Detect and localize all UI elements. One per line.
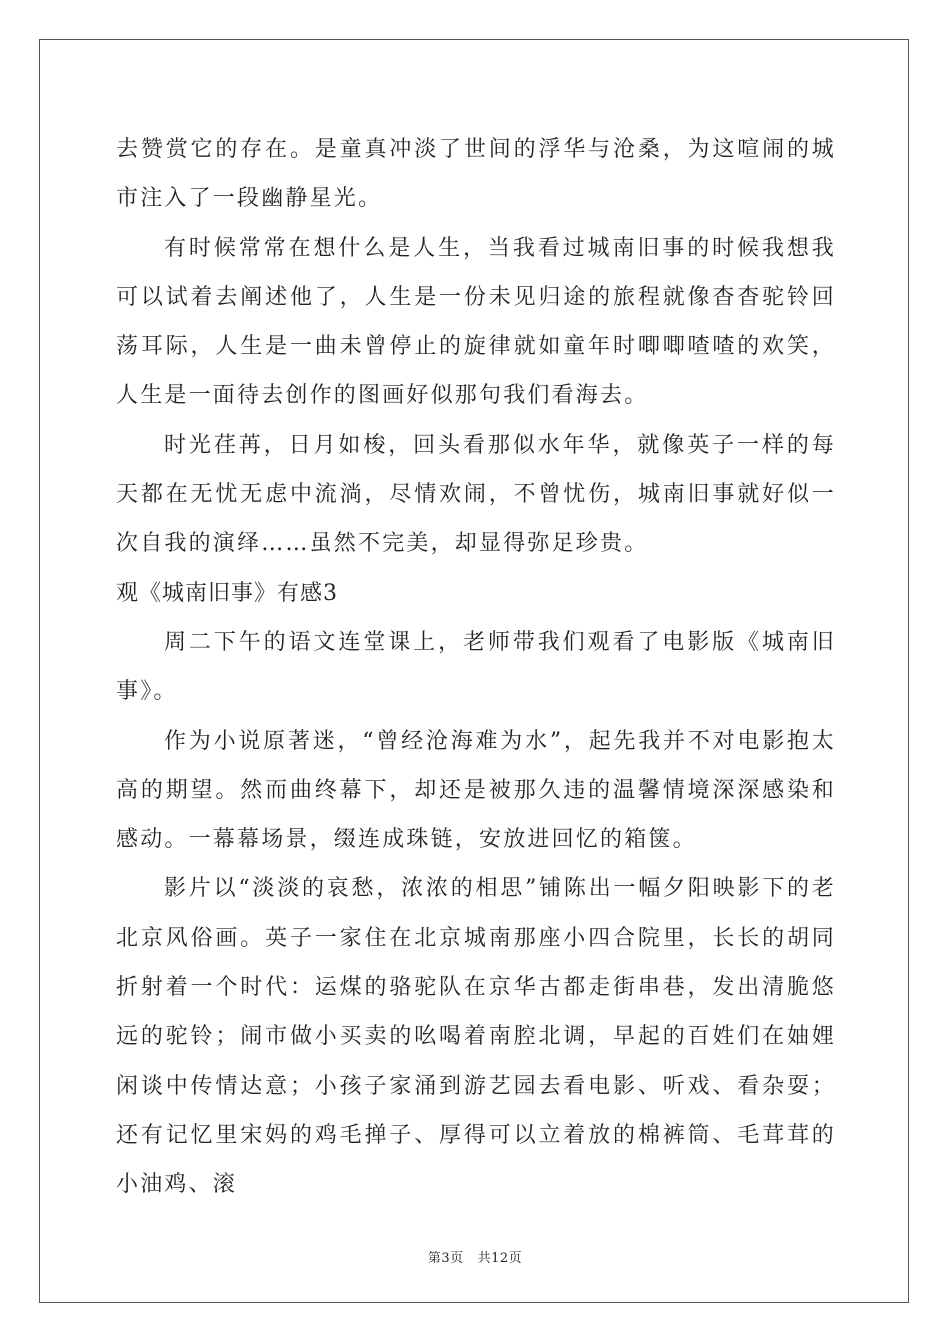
paragraph: 去赞赏它的存在。是童真冲淡了世间的浮华与沧桑，为这喧闹的城市注入了一段幽静星光。	[116, 137, 836, 212]
section-heading: 观《城南旧事》有感3	[116, 580, 338, 606]
page-footer	[0, 1247, 950, 1266]
paragraph: 作为小说原著迷，“曾经沧海难为水”，起先我并不对电影抱太高的期望。然而曲终幕下，却还是被那久违的温馨情境深深感染和感动。一幕幕场景，缀连成珠链，安放进回忆的箱箧。	[116, 728, 836, 853]
paragraph: 影片以“淡淡的哀愁，浓浓的相思”铺陈出一幅夕阳映影下的老北京风俗画。英子一家住在北京城南那座小四合院里，长长的胡同折射着一个时代：运煤的骆驼队在京华古都走街串巷，发出清脆悠远的驼铃；闹市做小买卖的吆喝着南腔北调，早起的百姓们在妯娌闲谈中传情达意；小孩子家涌到游艺园去看电影、听戏、看杂耍；还有记忆里宋妈的鸡毛掸子、厚得可以立着放的棉裤筒、毛茸茸的小油鸡、滚	[116, 876, 836, 1198]
paragraph: 有时候常常在想什么是人生，当我看过城南旧事的时候我想我可以试着去阐述他了，人生是一份未见归途的旅程就像杳杳驼铃回荡耳际，人生是一曲未曾停止的旋律就如童年时唧唧喳喳的欢笑，人生是一面待去创作的图画好似那句我们看海去。	[116, 235, 836, 409]
paragraph: 时光荏苒，日月如梭，回头看那似水年华，就像英子一样的每天都在无忧无虑中流淌，尽情欢闹，不曾忧伤，城南旧事就好似一次自我的演绎……虽然不完美，却显得弥足珍贵。	[116, 432, 836, 557]
page-number: 第3页	[427, 1251, 464, 1266]
page-total: 共12页	[477, 1251, 523, 1266]
paragraph: 周二下午的语文连堂课上，老师带我们观看了电影版《城南旧事》。	[116, 629, 836, 705]
document-body	[116, 125, 836, 1210]
